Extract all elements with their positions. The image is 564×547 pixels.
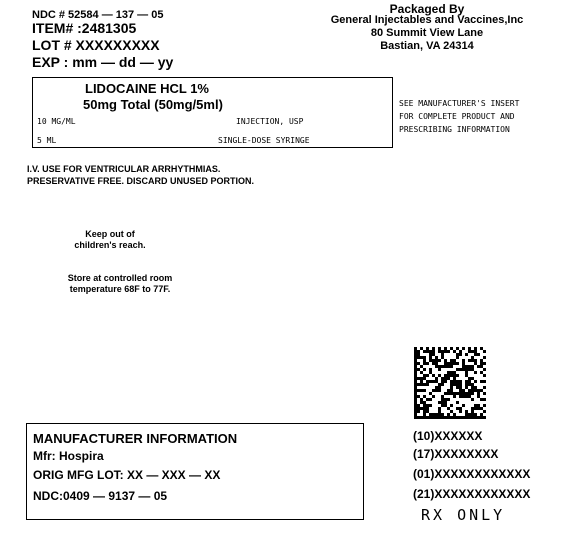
gs1-serial: (21)XXXXXXXXXXXX [413, 487, 531, 501]
drug-volume: 5 ML [37, 136, 57, 145]
keep-away-line1: Keep out of [85, 229, 135, 239]
usage-line2: PRESERVATIVE FREE. DISCARD UNUSED PORTION. [27, 176, 255, 186]
packager-street: 80 Summit View Lane [370, 27, 484, 39]
insert-note-line3: PRESCRIBING INFORMATION [399, 125, 510, 134]
manufacturer-title: MANUFACTURER INFORMATION [33, 431, 238, 446]
drug-container: SINGLE-DOSE SYRINGE [218, 136, 310, 145]
storage-line1: Store at controlled room [67, 273, 173, 283]
item-number: ITEM# :2481305 [32, 20, 137, 36]
insert-note-line2: FOR COMPLETE PRODUCT AND [399, 112, 515, 121]
expiration-date: EXP : mm — dd — yy [32, 54, 174, 70]
gs1-gtin: (01)XXXXXXXXXXXX [413, 467, 531, 481]
manufacturer-name: Mfr: Hospira [33, 449, 104, 463]
packager-name: General Injectables and Vaccines,Inc [330, 14, 524, 26]
drug-info-box [32, 77, 393, 148]
drug-name: LIDOCAINE HCL 1% [85, 81, 209, 96]
lot-number: LOT # XXXXXXXXX [32, 37, 160, 53]
keep-away-line2: children's reach. [74, 240, 146, 250]
rx-only-label: RX ONLY [421, 506, 506, 524]
usage-line1: I.V. USE FOR VENTRICULAR ARRHYTHMIAS. [27, 164, 221, 174]
storage-line2: temperature 68F to 77F. [69, 284, 171, 294]
drug-total-dose: 50mg Total (50mg/5ml) [83, 97, 223, 112]
drug-form: INJECTION, USP [236, 117, 304, 126]
packaged-by-label: Packaged By [389, 2, 465, 16]
ndc-number: NDC # 52584 — 137 — 05 [32, 9, 164, 21]
gs1-expiry: (17)XXXXXXXX [413, 447, 499, 461]
manufacturer-ndc: NDC:0409 — 9137 — 05 [33, 489, 168, 503]
gs1-lot: (10)XXXXXX [413, 429, 483, 443]
insert-note-line1: SEE MANUFACTURER'S INSERT [399, 99, 520, 108]
packager-city: Bastian, VA 24314 [380, 40, 474, 52]
manufacturer-info-box [26, 423, 364, 520]
data-matrix-barcode-icon [414, 347, 486, 419]
drug-strength: 10 MG/ML [37, 117, 76, 126]
original-mfg-lot: ORIG MFG LOT: XX — XXX — XX [33, 468, 221, 482]
